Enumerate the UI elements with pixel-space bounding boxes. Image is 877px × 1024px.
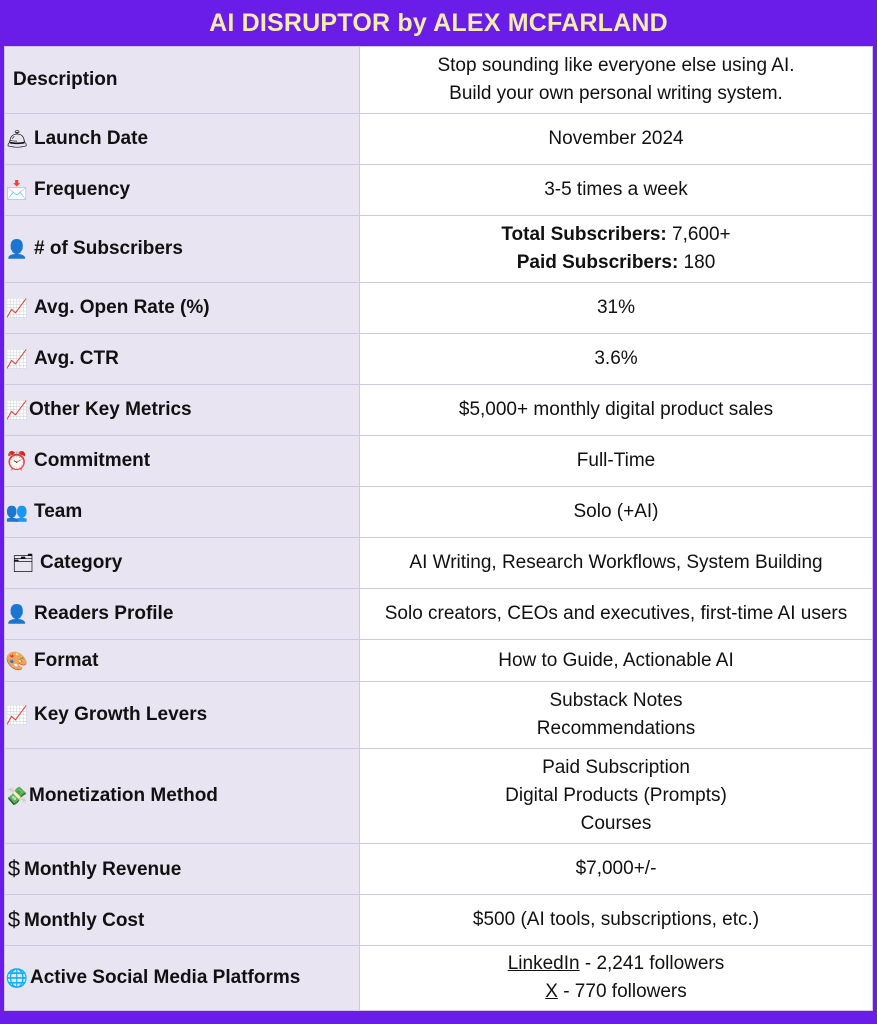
people-icon: 👥 xyxy=(5,502,29,522)
table-row-growth-levers xyxy=(5,682,873,749)
total-subscribers-value: 7,600+ xyxy=(666,224,731,245)
label-text: Avg. Open Rate (%) xyxy=(34,297,210,318)
globe-icon: 🌐 xyxy=(5,968,29,988)
table-row-subscribers xyxy=(5,216,873,283)
inbox-tray-icon: 📩 xyxy=(5,180,29,200)
dollar-icon: $ xyxy=(7,855,21,881)
label-text: Monthly Revenue xyxy=(24,858,182,880)
dollar-icon: $ xyxy=(7,906,21,932)
label-text: Monetization Method xyxy=(29,785,218,806)
label-text: Avg. CTR xyxy=(34,348,119,369)
chart-up-icon: 📈 xyxy=(5,705,29,725)
table-row-category xyxy=(5,538,873,589)
table-row-launch-date xyxy=(5,114,873,165)
table-row-monetization xyxy=(5,749,873,844)
subscribers-value xyxy=(360,216,873,283)
table-row-monthly-revenue xyxy=(5,844,873,895)
monthly-revenue-value: $7,000+/- xyxy=(360,844,873,895)
table-row-readers-profile xyxy=(5,589,873,640)
chart-up-icon: 📈 xyxy=(5,400,29,420)
row-label xyxy=(5,47,360,114)
table-row-ctr xyxy=(5,334,873,385)
table-row-team xyxy=(5,487,873,538)
frequency-value: 3-5 times a week xyxy=(360,165,873,216)
description-line-1: Stop sounding like everyone else using AI. xyxy=(437,55,795,76)
table-row-monthly-cost xyxy=(5,895,873,946)
open-rate-value: 31% xyxy=(360,283,873,334)
label-text: Readers Profile xyxy=(34,603,174,624)
growth-levers-value xyxy=(360,682,873,749)
row-value xyxy=(360,47,873,114)
table-row-format xyxy=(5,640,873,682)
ctr-value: 3.6% xyxy=(360,334,873,385)
alarm-clock-icon: ⏰ xyxy=(5,451,29,471)
team-value: Solo (+AI) xyxy=(360,487,873,538)
label-text: Team xyxy=(34,501,83,522)
label-text: Description xyxy=(13,69,118,90)
bell-icon: 🛎 xyxy=(5,129,29,149)
growth-lever-item: Recommendations xyxy=(536,718,696,739)
format-value: How to Guide, Actionable AI xyxy=(360,640,873,682)
monthly-cost-value: $500 (AI tools, subscriptions, etc.) xyxy=(360,895,873,946)
label-text: Frequency xyxy=(34,179,131,200)
label-text: Launch Date xyxy=(34,128,149,149)
description-line-2: Build your own personal writing system. xyxy=(449,83,783,104)
label-text: Monthly Cost xyxy=(24,909,145,931)
category-value: AI Writing, Research Workflows, System Building xyxy=(360,538,873,589)
total-subscribers-label: Total Subscribers: xyxy=(501,224,667,245)
person-icon: 👤 xyxy=(5,239,29,259)
label-text: Other Key Metrics xyxy=(29,399,192,420)
chart-up-icon: 📈 xyxy=(5,298,29,318)
table-row-commitment xyxy=(5,436,873,487)
commitment-value: Full-Time xyxy=(360,436,873,487)
table-row-frequency xyxy=(5,165,873,216)
monetization-item: Paid Subscription xyxy=(542,757,690,778)
monetization-value xyxy=(360,749,873,844)
launch-date-value: November 2024 xyxy=(360,114,873,165)
table-row-description xyxy=(5,47,873,114)
table-row-open-rate xyxy=(5,283,873,334)
card-title: AI DISRUPTOR by ALEX MCFARLAND xyxy=(209,8,668,37)
paid-subscribers-value: 180 xyxy=(678,252,716,273)
monetization-item: Courses xyxy=(580,813,652,834)
readers-profile-value: Solo creators, CEOs and executives, first-time AI users xyxy=(360,589,873,640)
x-link[interactable]: X xyxy=(545,981,558,1002)
x-followers: - 770 followers xyxy=(557,981,687,1002)
label-text: Active Social Media Platforms xyxy=(30,967,301,988)
person-icon: 👤 xyxy=(5,604,29,624)
label-text: Format xyxy=(34,649,99,671)
folder-icon: 🗂 xyxy=(11,553,35,573)
linkedin-link[interactable]: LinkedIn xyxy=(507,953,580,974)
label-text: Commitment xyxy=(34,450,151,471)
table-row-social-media xyxy=(5,946,873,1011)
label-text: Key Growth Levers xyxy=(34,704,208,725)
social-media-value xyxy=(360,946,873,1011)
monetization-item: Digital Products (Prompts) xyxy=(505,785,727,806)
paid-subscribers-label: Paid Subscribers: xyxy=(516,252,679,273)
table-row-other-metrics xyxy=(5,385,873,436)
linkedin-followers: - 2,241 followers xyxy=(579,953,725,974)
money-icon: 💸 xyxy=(5,786,28,806)
growth-lever-item: Substack Notes xyxy=(549,690,683,711)
chart-up-icon: 📈 xyxy=(5,349,29,369)
palette-icon: 🎨 xyxy=(5,650,29,671)
info-table xyxy=(4,46,873,1011)
label-text: Category xyxy=(40,552,123,573)
label-text: # of Subscribers xyxy=(34,238,183,259)
other-metrics-value: $5,000+ monthly digital product sales xyxy=(360,385,873,436)
